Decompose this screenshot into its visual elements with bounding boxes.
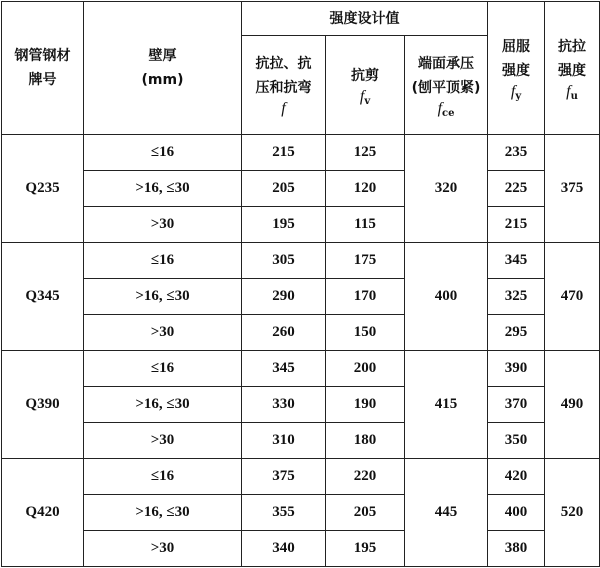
table-row [2,315,600,351]
f-cell: 355 [242,495,326,531]
header-tension-line2: 压和抗弯 [255,80,312,96]
header-thickness [84,2,242,135]
f-cell: 290 [242,279,326,315]
table-row [2,135,600,171]
header-grade [2,2,84,135]
thickness-cell: ≤16 [84,135,242,171]
header-ultimate [545,2,600,135]
fy-cell: 325 [488,279,545,315]
header-grade-line2: 牌号 [28,72,57,88]
table-row [2,495,600,531]
fy-cell: 225 [488,171,545,207]
f-cell: 330 [242,387,326,423]
fy-cell: 235 [488,135,545,171]
header-ultimate-line2: 强度 [558,62,587,79]
table-row [2,279,600,315]
thickness-cell: >30 [84,315,242,351]
table-row [2,423,600,459]
thickness-cell: >30 [84,207,242,243]
fv-cell: 170 [326,279,405,315]
header-ultimate-subscript: u [570,90,578,102]
table-row [2,171,600,207]
fv-cell: 150 [326,315,405,351]
header-bearing-line2: (刨平顶紧) [411,79,481,96]
thickness-cell: >30 [84,531,242,567]
header-yield [488,2,545,135]
header-ultimate-line1: 抗拉 [558,38,587,55]
fv-cell: 115 [326,207,405,243]
header-design-strength [242,2,488,36]
header-tension-symbol: f [281,100,286,117]
fy-cell: 420 [488,459,545,495]
f-cell: 340 [242,531,326,567]
fv-cell: 200 [326,351,405,387]
header-ultimate-symbol: f [566,82,571,100]
fy-cell: 380 [488,531,545,567]
fy-cell: 295 [488,315,545,351]
steel-tube-strength-table [1,1,600,567]
f-cell: 310 [242,423,326,459]
header-shear-subscript: v [364,95,371,107]
fy-cell: 370 [488,387,545,423]
header-thickness-unit: (mm) [141,72,184,88]
table-row [2,459,600,495]
fv-cell: 205 [326,495,405,531]
f-cell: 305 [242,243,326,279]
fu-cell: 520 [545,459,600,567]
header-yield-line1: 屈服 [502,38,531,55]
table-row [2,351,600,387]
header-bearing-symbol: f [437,99,443,117]
fv-cell: 180 [326,423,405,459]
header-yield-subscript: y [515,90,522,102]
table-body [2,135,600,567]
f-cell: 345 [242,351,326,387]
fu-cell: 375 [545,135,600,243]
f-cell: 375 [242,459,326,495]
header-design-strength-label: 强度设计值 [329,10,400,27]
header-grade-line1: 钢管钢材 [14,48,71,64]
header-thickness-label: 壁厚 [148,48,177,64]
table-row [2,531,600,567]
thickness-cell: >16, ≤30 [84,387,242,423]
fu-cell: 470 [545,243,600,351]
table-header [2,2,600,135]
thickness-cell: >16, ≤30 [84,279,242,315]
header-bearing [405,36,488,135]
fy-cell: 390 [488,351,545,387]
fce-cell: 400 [405,243,488,351]
fv-cell: 190 [326,387,405,423]
fce-cell: 445 [405,459,488,567]
fv-cell: 125 [326,135,405,171]
header-bearing-line1: 端面承压 [418,55,475,72]
thickness-cell: ≤16 [84,243,242,279]
header-yield-line2: 强度 [502,62,531,79]
fce-cell: 320 [405,135,488,243]
thickness-cell: ≤16 [84,351,242,387]
strength-table-page [1,1,599,566]
f-cell: 260 [242,315,326,351]
fv-cell: 195 [326,531,405,567]
header-shear [326,36,405,135]
thickness-cell: ≤16 [84,459,242,495]
grade-cell: Q390 [2,351,84,459]
fv-cell: 175 [326,243,405,279]
header-tension-line1: 抗拉、抗 [255,56,312,72]
fv-cell: 220 [326,459,405,495]
table-row [2,243,600,279]
thickness-cell: >16, ≤30 [84,171,242,207]
grade-cell: Q420 [2,459,84,567]
thickness-cell: >30 [84,423,242,459]
header-shear-symbol: f [359,87,365,105]
grade-cell: Q345 [2,243,84,351]
header-yield-symbol: f [510,82,516,100]
fy-cell: 350 [488,423,545,459]
grade-cell: Q235 [2,135,84,243]
fy-cell: 345 [488,243,545,279]
fy-cell: 215 [488,207,545,243]
fu-cell: 490 [545,351,600,459]
f-cell: 205 [242,171,326,207]
header-bearing-subscript: ce [442,107,455,119]
header-tension [242,36,326,135]
table-row [2,387,600,423]
thickness-cell: >16, ≤30 [84,495,242,531]
header-shear-label: 抗剪 [351,67,379,84]
fce-cell: 415 [405,351,488,459]
fv-cell: 120 [326,171,405,207]
f-cell: 215 [242,135,326,171]
fy-cell: 400 [488,495,545,531]
f-cell: 195 [242,207,326,243]
table-row [2,207,600,243]
